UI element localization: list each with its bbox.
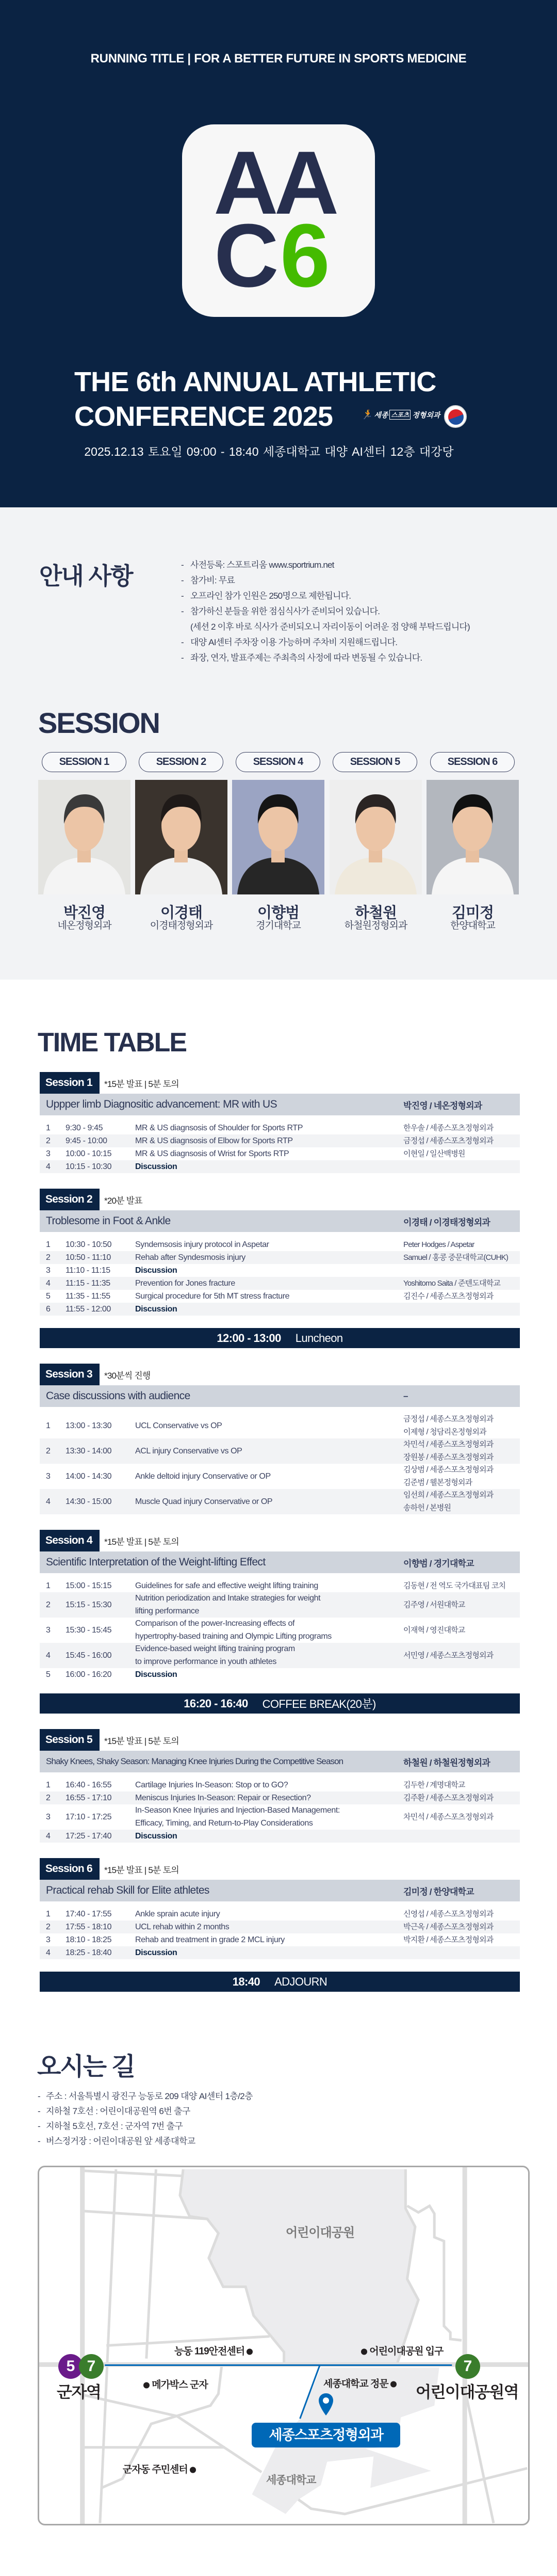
row-number: 4 <box>46 1162 51 1171</box>
row-speaker: Samuel / 홍콩 중문대학교(CUHK) <box>403 1253 509 1262</box>
row-speaker: 이현일 / 일산백병원 <box>403 1149 465 1158</box>
bullet-dash: - <box>181 560 184 570</box>
logo-letter-c: C <box>214 205 275 306</box>
landmark-park-entrance: 어린이대공원 입구 <box>361 2344 443 2358</box>
row-time: 10:15 - 10:30 <box>65 1162 112 1171</box>
row-speaker: 차민석 / 세종스포츠정형외과 장원봉 / 세종스포츠정형외과 <box>403 1440 494 1462</box>
table-row <box>40 1122 520 1134</box>
directions-text: 지하철 7호선 : 어린이대공원역 6번 출구 <box>46 2106 190 2116</box>
speaker-affiliation: 네온정형외과 <box>57 920 111 931</box>
location-map[interactable] <box>38 2166 530 2525</box>
session-moderator: 이경태 / 이경태정형외과 <box>403 1217 490 1227</box>
location-dot-icon <box>143 2382 150 2388</box>
row-speaker: 김주영 / 서원대학교 <box>403 1601 465 1609</box>
break-time: 18:40 <box>232 1975 260 1988</box>
row-number: 4 <box>46 1651 51 1660</box>
line7-badge: 7 <box>455 2354 480 2379</box>
notice-text: 오프라인 참가 인원은 250명으로 제한됩니다. <box>190 591 351 601</box>
station-childrens-park: 어린이대공원역 <box>416 2383 519 2402</box>
timetable <box>40 1072 520 2007</box>
row-time: 18:10 - 18:25 <box>65 1935 112 1944</box>
row-time: 10:00 - 10:15 <box>65 1149 112 1158</box>
break-label: ADJOURN <box>274 1975 327 1988</box>
session-topic: Troblesome in Foot & Ankle <box>46 1215 171 1227</box>
bullet-dash: - <box>181 606 184 616</box>
row-title: Prevention for Jones fracture <box>135 1279 235 1288</box>
row-speaker: 서민영 / 세종스포츠정형외과 <box>403 1651 494 1660</box>
logo-number-6: 6 <box>280 205 326 306</box>
map-shapes <box>39 2167 528 2524</box>
table-row <box>40 1134 520 1147</box>
bullet-dash: - <box>38 2136 41 2146</box>
table-row <box>40 1618 520 1643</box>
landmark-community-center: 군자동 주민센터 <box>123 2462 196 2476</box>
session-topic-bar <box>40 1880 520 1901</box>
session-format-note: *15분 발표 | 5분 토의 <box>104 1865 179 1875</box>
session-moderator: 하철원 / 하철원정형외과 <box>403 1757 490 1768</box>
session-block <box>40 1364 520 1514</box>
map-label-university: 세종대학교 <box>266 2474 316 2486</box>
bullet-dash: - <box>181 575 184 585</box>
conference-title-line2: CONFERENCE 2025 <box>74 401 333 432</box>
session-topic-bar <box>40 1385 520 1407</box>
speaker-name: 하철원 <box>354 905 397 921</box>
row-time: 10:30 - 10:50 <box>65 1240 112 1249</box>
row-title: UCL Conservative vs OP <box>135 1421 222 1430</box>
row-number: 1 <box>46 1581 51 1590</box>
row-time: 10:50 - 11:10 <box>65 1253 111 1262</box>
row-speaker: 신영섭 / 세종스포츠정형외과 <box>403 1910 494 1918</box>
speaker-name: 박진영 <box>63 905 106 921</box>
break-bar <box>40 1328 520 1348</box>
table-row <box>40 1147 520 1160</box>
session-header <box>40 1858 520 1880</box>
directions-text: 버스정거장 : 어린이대공원 앞 세종대학교 <box>46 2136 195 2146</box>
location-dot-icon <box>361 2348 367 2355</box>
row-title: Meniscus Injuries In-Season: Repair or Resection? <box>135 1794 311 1802</box>
table-row <box>40 1579 520 1592</box>
session-topic: Scientific Interpretation of the Weight-lifting Effect <box>46 1556 266 1568</box>
landmark-univ-gate: 세종대학교 정문 <box>323 2376 397 2390</box>
row-title: Rehab after Syndesmosis injury <box>135 1253 245 1262</box>
row-time: 14:00 - 14:30 <box>65 1472 112 1481</box>
session-block <box>40 1189 520 1316</box>
destination-label: 세종스포츠정형외과 <box>252 2423 400 2447</box>
session-header <box>40 1072 520 1094</box>
row-time: 11:15 - 11:35 <box>65 1279 110 1288</box>
row-speaker: 금정섭 / 세종스포츠정형외과 이제형 / 청담리온정형외과 <box>403 1415 494 1436</box>
location-dot-icon <box>247 2348 253 2355</box>
landmark-fire-station: 능동 119안전센터 <box>174 2344 253 2358</box>
table-row <box>40 1592 520 1618</box>
row-speaker: 김진수 / 세종스포츠정형외과 <box>403 1292 494 1301</box>
bullet-dash: - <box>38 2121 41 2131</box>
notice-item <box>181 604 470 620</box>
row-speaker: Peter Hodges / Aspetar <box>403 1240 474 1249</box>
session-header <box>40 1530 520 1551</box>
table-row <box>40 1251 520 1264</box>
notice-item <box>181 558 470 573</box>
session-topic: Shaky Knees, Shaky Season: Managing Knee Injuries During the Competitive Season <box>46 1756 343 1766</box>
session-block <box>40 1729 520 1843</box>
session-tab[interactable]: Session 2 <box>40 1189 100 1210</box>
row-time: 9:30 - 9:45 <box>65 1124 103 1132</box>
session-header <box>40 1729 520 1751</box>
event-date-venue: 2025.12.13 토요일 09:00 - 18:40 세종대학교 대양 AI센터 12층 대강당 <box>84 445 454 458</box>
session-topic-bar <box>40 1751 520 1772</box>
row-time: 13:30 - 14:00 <box>65 1447 112 1455</box>
station-gunja: 군자역 <box>57 2383 101 2402</box>
session-block <box>40 1858 520 1959</box>
table-row <box>40 1791 520 1804</box>
row-title: Discussion <box>135 1948 177 1957</box>
row-title: Discussion <box>135 1266 177 1275</box>
row-time: 16:00 - 16:20 <box>65 1670 112 1679</box>
session-heading: SESSION <box>38 707 159 739</box>
session-rows <box>40 1238 520 1316</box>
table-row <box>40 1464 520 1489</box>
row-speaker: 금정섭 / 세종스포츠정형외과 <box>403 1137 494 1145</box>
directions-item <box>38 2089 253 2104</box>
session-moderator: 이향범 / 경기대학교 <box>403 1558 474 1569</box>
session-tab[interactable]: Session 5 <box>40 1729 100 1751</box>
row-speaker: 김동현 / 전 역도 국가대표팀 코치 <box>403 1581 506 1590</box>
break-label: COFFEE BREAK(20분) <box>262 1698 376 1710</box>
session-pill[interactable]: SESSION 6 <box>430 752 515 772</box>
row-number: 1 <box>46 1421 51 1430</box>
session-topic: Uppper limb Diagnositic advancement: MR with US <box>46 1098 277 1110</box>
speaker-name: 이향범 <box>257 905 300 921</box>
notice-text: (세션 2 이후 바로 식사가 준비되오니 자리이동이 어려운 점 양해 부탁드립니다) <box>190 622 470 632</box>
row-time: 11:35 - 11:55 <box>65 1292 110 1301</box>
park-area <box>180 2169 418 2362</box>
session-topic: Case discussions with audience <box>46 1390 190 1402</box>
session-pill[interactable]: SESSION 1 <box>42 752 126 772</box>
row-time: 11:55 - 12:00 <box>65 1305 111 1314</box>
location-dot-icon <box>390 2381 397 2387</box>
break-label: Luncheon <box>295 1331 343 1345</box>
directions-item <box>38 2104 253 2119</box>
aac6-logo <box>182 124 375 317</box>
row-number: 5 <box>46 1670 51 1679</box>
row-title: Ankle deltoid injury Conservative or OP <box>135 1472 271 1481</box>
row-title: Discussion <box>135 1305 177 1314</box>
row-title: Syndemsosis injury protocol in Aspetar <box>135 1240 269 1249</box>
row-number: 2 <box>46 1447 51 1455</box>
row-number: 3 <box>46 1472 51 1481</box>
directions-item <box>38 2119 253 2134</box>
table-row <box>40 1160 520 1173</box>
notice-item <box>181 573 470 589</box>
row-title: MR & US diagnsosis of Shoulder for Sports RTP <box>135 1124 303 1132</box>
session-topic: Practical rehab Skill for Elite athletes <box>46 1884 209 1896</box>
row-time: 17:10 - 17:25 <box>65 1813 112 1821</box>
break-bar <box>40 1693 520 1714</box>
row-number: 3 <box>46 1813 51 1821</box>
association-emblem-icon <box>444 405 467 428</box>
line7-badge: 7 <box>79 2354 104 2379</box>
row-number: 3 <box>46 1626 51 1635</box>
row-title: Discussion <box>135 1670 177 1679</box>
row-number: 1 <box>46 1124 51 1132</box>
speaker-name: 이경태 <box>160 905 203 921</box>
row-time: 9:45 - 10:00 <box>65 1137 107 1145</box>
hero-banner <box>0 0 557 507</box>
session-tab[interactable]: Session 4 <box>40 1530 100 1551</box>
row-number: 1 <box>46 1910 51 1918</box>
session-moderator: 박진영 / 네온정형외과 <box>403 1100 482 1111</box>
row-speaker: 한우솔 / 세종스포츠정형외과 <box>403 1124 494 1132</box>
table-row <box>40 1438 520 1464</box>
row-speaker: 김주환 / 세종스포츠정형외과 <box>403 1794 494 1802</box>
session-rows <box>40 1779 520 1843</box>
row-time: 15:15 - 15:30 <box>65 1601 112 1609</box>
row-number: 1 <box>46 1781 51 1789</box>
row-title: MR & US diagnsosis of Wrist for Sports RTP <box>135 1149 289 1158</box>
table-row <box>40 1290 520 1303</box>
table-row <box>40 1303 520 1316</box>
speaker-photo <box>38 780 130 894</box>
row-number: 3 <box>46 1935 51 1944</box>
table-row <box>40 1779 520 1791</box>
row-number: 3 <box>46 1149 51 1158</box>
table-row <box>40 1830 520 1843</box>
row-title: In-Season Knee Injuries and Injection-Based Management: Efficacy, Timing, and Return-to-Play Considerations <box>135 1806 340 1828</box>
map-label-park: 어린이대공원 <box>286 2226 355 2240</box>
break-time: 12:00 - 13:00 <box>217 1331 281 1345</box>
bullet-dash: - <box>38 2106 41 2116</box>
table-row <box>40 1489 520 1514</box>
row-number: 5 <box>46 1292 51 1301</box>
notice-item <box>181 651 470 666</box>
row-title: Rehab and treatment in grade 2 MCL injury <box>135 1935 285 1944</box>
session-tab[interactable]: Session 1 <box>40 1072 100 1094</box>
session-format-note: *15분 발표 | 5분 토의 <box>104 1736 179 1746</box>
row-number: 2 <box>46 1137 51 1145</box>
map-pin-icon <box>318 2393 334 2417</box>
running-title: RUNNING TITLE | FOR A BETTER FUTURE IN SPORTS MEDICINE <box>90 52 467 66</box>
row-title: Cartilage Injuries In-Season: Stop or to GO? <box>135 1781 288 1789</box>
session-moderator: – <box>403 1391 408 1401</box>
table-row <box>40 1643 520 1668</box>
row-speaker: Yoshitomo Saita / 준텐도대학교 <box>403 1279 501 1288</box>
session-topic-bar <box>40 1551 520 1573</box>
session-rows <box>40 1413 520 1514</box>
notice-title: 안내 사항 <box>39 563 133 589</box>
session-header <box>40 1189 520 1210</box>
row-time: 15:30 - 15:45 <box>65 1626 112 1635</box>
landmark-megabox: 메가박스 군자 <box>143 2377 208 2391</box>
bullet-dash: - <box>181 637 184 647</box>
row-time: 16:40 - 16:55 <box>65 1781 112 1789</box>
row-number: 4 <box>46 1279 51 1288</box>
row-title: Guidelines for safe and effective weight lifting training <box>135 1581 318 1590</box>
row-time: 17:25 - 17:40 <box>65 1832 112 1841</box>
speaker-photo <box>427 780 519 894</box>
sponsor-logo-boxed-text: 스포츠 <box>389 410 411 420</box>
session-block <box>40 1072 520 1173</box>
row-time: 15:45 - 16:00 <box>65 1651 112 1660</box>
row-title: Surgical procedure for 5th MT stress fracture <box>135 1292 290 1301</box>
row-title: Comparison of the power-Increasing effects of hypertrophy-based training and Olympic Lifting programs <box>135 1619 332 1641</box>
table-row <box>40 1804 520 1830</box>
notice-item <box>181 635 470 651</box>
speaker-photo <box>330 780 422 894</box>
table-row <box>40 1413 520 1438</box>
sponsor-logo-text: 세종 <box>374 410 388 419</box>
row-time: 17:55 - 18:10 <box>65 1923 112 1931</box>
row-time: 18:25 - 18:40 <box>65 1948 112 1957</box>
session-pill[interactable]: SESSION 2 <box>139 752 223 772</box>
notice-text: 좌장, 연자, 발표주제는 주최측의 사정에 따라 변동될 수 있습니다. <box>190 653 422 663</box>
session-block <box>40 1530 520 1681</box>
bullet-dash: - <box>181 591 184 601</box>
directions-heading: 오시는 길 <box>37 2053 135 2081</box>
session-moderator: 김미정 / 한양대학교 <box>403 1886 474 1897</box>
row-title: ACL injury Conservative vs OP <box>135 1447 242 1455</box>
session-format-note: *15분 발표 | 5분 토의 <box>104 1537 179 1547</box>
row-number: 3 <box>46 1266 51 1275</box>
row-title: Ankle sprain acute injury <box>135 1910 220 1918</box>
row-title: MR & US diagnsosis of Elbow for Sports RTP <box>135 1137 293 1145</box>
session-rows <box>40 1122 520 1173</box>
speaker-photo <box>135 780 227 894</box>
notice-text: 대양 AI센터 주차장 이용 가능하며 주차비 지원해드립니다. <box>190 637 398 647</box>
table-row <box>40 1908 520 1921</box>
session-rows <box>40 1908 520 1959</box>
conference-title-line1: THE 6th ANNUAL ATHLETIC <box>74 366 436 397</box>
row-time: 14:30 - 15:00 <box>65 1497 112 1506</box>
table-row <box>40 1933 520 1946</box>
table-row <box>40 1946 520 1959</box>
row-title: Nutrition periodization and Intake strategies for weight lifting performance <box>135 1594 321 1615</box>
session-tab[interactable]: Session 6 <box>40 1858 100 1880</box>
runner-icon: 🏃 <box>361 409 373 420</box>
table-row <box>40 1921 520 1933</box>
session-format-note: *15분 발표 | 5분 토의 <box>104 1079 179 1089</box>
row-time: 17:40 - 17:55 <box>65 1910 112 1918</box>
table-row <box>40 1238 520 1251</box>
row-title: Discussion <box>135 1162 177 1171</box>
session-format-note: *30분씩 진행 <box>104 1370 151 1381</box>
notice-item <box>181 589 470 604</box>
row-number: 2 <box>46 1923 51 1931</box>
directions-item <box>38 2134 253 2149</box>
row-number: 4 <box>46 1832 51 1841</box>
table-row <box>40 1277 520 1290</box>
row-time: 11:10 - 11:15 <box>65 1266 110 1275</box>
break-bar <box>40 1972 520 1992</box>
speaker-affiliation: 이경태정형외과 <box>150 920 213 931</box>
directions-text: 지하철 5호선, 7호선 : 군자역 7번 출구 <box>46 2121 183 2131</box>
speaker-name: 김미정 <box>451 905 494 921</box>
table-row <box>40 1668 520 1681</box>
directions-text: 주소 : 서울특별시 광진구 능동로 209 대양 AI센터 1층/2층 <box>46 2091 253 2101</box>
row-time: 16:55 - 17:10 <box>65 1794 112 1802</box>
session-topic-bar <box>40 1094 520 1115</box>
row-speaker: 임선희 / 세종스포츠정형외과 송하헌 / 본병원 <box>403 1491 494 1512</box>
session-tab[interactable]: Session 3 <box>40 1364 100 1385</box>
speaker-affiliation: 한양대학교 <box>450 920 495 931</box>
session-pill[interactable]: SESSION 5 <box>333 752 417 772</box>
session-topic-bar <box>40 1210 520 1232</box>
row-number: 2 <box>46 1253 51 1262</box>
session-pill[interactable]: SESSION 4 <box>236 752 320 772</box>
session-format-note: *20분 발표 <box>104 1195 142 1206</box>
row-title: Discussion <box>135 1832 177 1841</box>
row-number: 6 <box>46 1305 51 1314</box>
location-dot-icon <box>190 2467 196 2473</box>
notice-list <box>181 558 470 666</box>
row-number: 4 <box>46 1948 51 1957</box>
row-number: 1 <box>46 1240 51 1249</box>
notice-text: 사전등록: 스포트리움 www.sportrium.net <box>190 560 334 570</box>
speaker-affiliation: 하철원정형외과 <box>344 920 407 931</box>
row-speaker: 박지환 / 세종스포츠정형외과 <box>403 1935 494 1944</box>
row-speaker: 박근옥 / 세종스포츠정형외과 <box>403 1923 494 1931</box>
bullet-dash: - <box>38 2091 41 2101</box>
table-row <box>40 1264 520 1277</box>
row-speaker: 이재혁 / 영진대학교 <box>403 1626 465 1635</box>
sejong-sports-logo <box>361 409 440 420</box>
row-speaker: 김상범 / 세종스포츠정형외과 김준범 / 웰본정형외과 <box>403 1465 494 1487</box>
line5-badge: 5 <box>58 2354 83 2379</box>
notice-item <box>181 620 470 635</box>
session-header <box>40 1364 520 1385</box>
row-title: Evidence-based weight lifting training program to improve performance in youth athletes <box>135 1644 295 1666</box>
speaker-affiliation: 경기대학교 <box>256 920 301 931</box>
directions-list <box>38 2089 253 2149</box>
row-title: UCL rehab within 2 months <box>135 1923 230 1931</box>
notice-text: 참가비: 무료 <box>190 575 235 585</box>
break-time: 16:20 - 16:40 <box>184 1697 248 1710</box>
row-time: 15:00 - 15:15 <box>65 1581 112 1590</box>
notice-text: 참가하신 분들을 위한 점심식사가 준비되어 있습니다. <box>190 606 380 616</box>
row-number: 2 <box>46 1794 51 1802</box>
row-number: 4 <box>46 1497 51 1506</box>
timetable-heading: TIME TABLE <box>38 1028 187 1058</box>
sponsor-logo-text: 정형외과 <box>412 410 440 419</box>
row-speaker: 김두한 / 계명대학교 <box>403 1781 465 1789</box>
logo-letters-aa: AA <box>214 132 335 233</box>
session-rows <box>40 1579 520 1681</box>
speaker-photo <box>232 780 324 894</box>
row-speaker: 차민석 / 세종스포츠정형외과 <box>403 1813 494 1821</box>
row-number: 2 <box>46 1601 51 1609</box>
bullet-dash: - <box>181 653 184 663</box>
row-time: 13:00 - 13:30 <box>65 1421 112 1430</box>
row-title: Muscle Quad injury Conservative or OP <box>135 1497 273 1506</box>
